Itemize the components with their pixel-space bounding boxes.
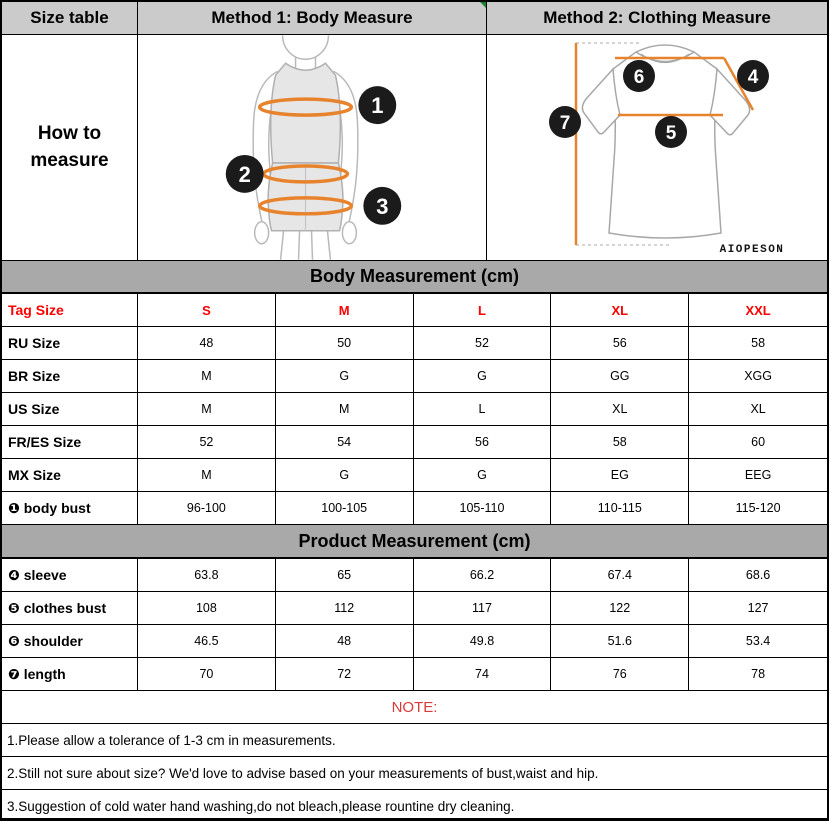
cell-value: XL [689, 393, 827, 426]
cell-value: XL [551, 393, 689, 426]
cell-value: M [138, 459, 276, 492]
cell-value: 96-100 [138, 492, 276, 525]
svg-text:3: 3 [376, 193, 389, 219]
product-measurement-title: Product Measurement (cm) [2, 525, 827, 559]
table-row-body-bust [2, 492, 827, 525]
table-row-ru-size [2, 327, 827, 360]
marker-6 [623, 60, 655, 92]
body-measurement-diagram [138, 35, 486, 260]
figure-head [283, 35, 329, 59]
tag-size-xl: XL [551, 294, 689, 327]
cell-value: 70 [138, 658, 276, 691]
table-row-br-size [2, 360, 827, 393]
marker-3 [363, 187, 401, 225]
cell-value: EG [551, 459, 689, 492]
cell-value: 108 [138, 592, 276, 625]
cell-value: 100-105 [276, 492, 414, 525]
cell-value: M [138, 360, 276, 393]
cell-value: 105-110 [414, 492, 552, 525]
header-row [2, 2, 827, 35]
svg-text:7: 7 [559, 113, 571, 134]
header-method1 [138, 2, 487, 35]
how-to-measure-label: How to measure [2, 35, 138, 261]
cell-value: 76 [551, 658, 689, 691]
cell-value: 46.5 [138, 625, 276, 658]
row-label: MX Size [2, 459, 138, 492]
row-label: RU Size [2, 327, 138, 360]
marker-2 [226, 155, 264, 193]
svg-text:5: 5 [665, 123, 677, 144]
header-method2: Method 2: Clothing Measure [487, 2, 827, 35]
how-to-measure-row [2, 35, 827, 261]
cell-value: 127 [689, 592, 827, 625]
marker-1 [358, 86, 396, 124]
cell-value: 110-115 [551, 492, 689, 525]
excel-corner-marker-icon [480, 2, 486, 8]
cell-value: 122 [551, 592, 689, 625]
cell-value: 50 [276, 327, 414, 360]
cell-value: 63.8 [138, 559, 276, 592]
cell-value: G [276, 360, 414, 393]
cell-value: 78 [689, 658, 827, 691]
row-label: ❼ length [2, 658, 138, 691]
svg-text:6: 6 [633, 67, 645, 88]
cell-value: 56 [414, 426, 552, 459]
cell-value: 112 [276, 592, 414, 625]
tag-size-s: S [138, 294, 276, 327]
table-row-sleeve [2, 559, 827, 592]
row-label: ❶ body bust [2, 492, 138, 525]
body-measurement-title: Body Measurement (cm) [2, 261, 827, 294]
row-label: BR Size [2, 360, 138, 393]
table-row-length [2, 658, 827, 691]
note-item-1: 1.Please allow a tolerance of 1-3 cm in measurements. [2, 724, 827, 757]
cell-value: 115-120 [689, 492, 827, 525]
svg-text:2: 2 [238, 161, 251, 187]
tag-size-row [2, 294, 827, 327]
tag-size-l: L [414, 294, 552, 327]
cell-value: 65 [276, 559, 414, 592]
row-label: ❻ shoulder [2, 625, 138, 658]
cell-value: 51.6 [551, 625, 689, 658]
svg-text:4: 4 [747, 67, 759, 88]
cell-value: 48 [138, 327, 276, 360]
tag-size-m: M [276, 294, 414, 327]
cell-value: L [414, 393, 552, 426]
cell-value: 58 [551, 426, 689, 459]
row-label: ❹ sleeve [2, 559, 138, 592]
clothing-measurement-diagram [487, 35, 827, 260]
row-label: FR/ES Size [2, 426, 138, 459]
cell-value: XGG [689, 360, 827, 393]
marker-5 [655, 116, 687, 148]
cell-value: 72 [276, 658, 414, 691]
cell-value: 48 [276, 625, 414, 658]
cell-value: EEG [689, 459, 827, 492]
cell-value: 54 [276, 426, 414, 459]
row-label: ❺ clothes bust [2, 592, 138, 625]
header-size-table: Size table [2, 2, 138, 35]
svg-text:1: 1 [371, 93, 384, 119]
cell-value: M [138, 393, 276, 426]
table-row-mx-size [2, 459, 827, 492]
cell-value: 58 [689, 327, 827, 360]
cell-value: 56 [551, 327, 689, 360]
row-label-tag-size: Tag Size [2, 294, 138, 327]
row-label: US Size [2, 393, 138, 426]
cell-value: G [414, 360, 552, 393]
header-method1-label: Method 1: Body Measure [211, 8, 413, 27]
cell-value: 68.6 [689, 559, 827, 592]
cell-value: 60 [689, 426, 827, 459]
body-diagram-cell [138, 35, 487, 261]
note-item-2: 2.Still not sure about size? We'd love to advise based on your measurements of bust,waist and hip. [2, 757, 827, 790]
cell-value: 74 [414, 658, 552, 691]
brand-text: AIOPESON [719, 244, 785, 256]
marker-4 [737, 60, 769, 92]
shirt-left-sleeve [582, 69, 620, 134]
cell-value: 117 [414, 592, 552, 625]
marker-7 [549, 106, 581, 138]
cell-value: 52 [138, 426, 276, 459]
cell-value: GG [551, 360, 689, 393]
table-row-clothes-bust [2, 592, 827, 625]
cell-value: 66.2 [414, 559, 552, 592]
table-row-us-size [2, 393, 827, 426]
cell-value: G [414, 459, 552, 492]
note-title: NOTE: [2, 691, 827, 724]
cell-value: 49.8 [414, 625, 552, 658]
table-row-shoulder [2, 625, 827, 658]
cell-value: 52 [414, 327, 552, 360]
cell-value: 53.4 [689, 625, 827, 658]
cell-value: G [276, 459, 414, 492]
note-item-3: 3.Suggestion of cold water hand washing,do not bleach,please rountine dry cleaning. [7, 799, 515, 814]
tag-size-xxl: XXL [689, 294, 827, 327]
shirt-diagram-cell [487, 35, 827, 261]
cell-value: M [276, 393, 414, 426]
cell-value: 67.4 [551, 559, 689, 592]
table-row-fres-size [2, 426, 827, 459]
